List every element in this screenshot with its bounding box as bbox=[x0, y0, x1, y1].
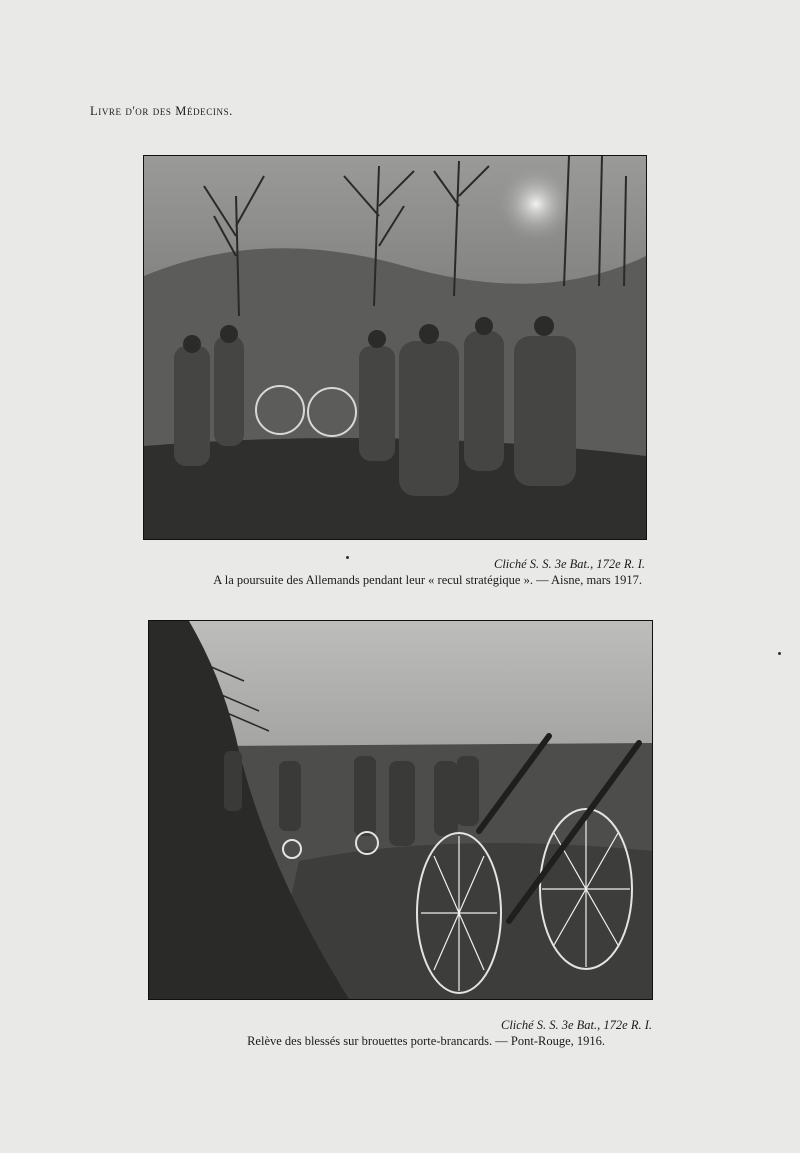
photo-caption: A la poursuite des Allemands pendant leur « recul stratégique ». — Aisne, mars 1917. bbox=[213, 573, 642, 587]
running-head: Livre d'or des Médecins. bbox=[90, 104, 233, 118]
photo-stretcher-barrows bbox=[148, 620, 653, 1000]
photo-caption: Relève des blessés sur brouettes porte-brancards. — Pont-Rouge, 1916. bbox=[247, 1034, 605, 1048]
page-speck bbox=[346, 556, 349, 559]
page-speck bbox=[778, 652, 781, 655]
photo-soldiers-aisne bbox=[143, 155, 647, 540]
photo-credit: Cliché S. S. 3e Bat., 172e R. I. bbox=[493, 557, 645, 571]
photo-credit: Cliché S. S. 3e Bat., 172e R. I. bbox=[500, 1018, 652, 1032]
